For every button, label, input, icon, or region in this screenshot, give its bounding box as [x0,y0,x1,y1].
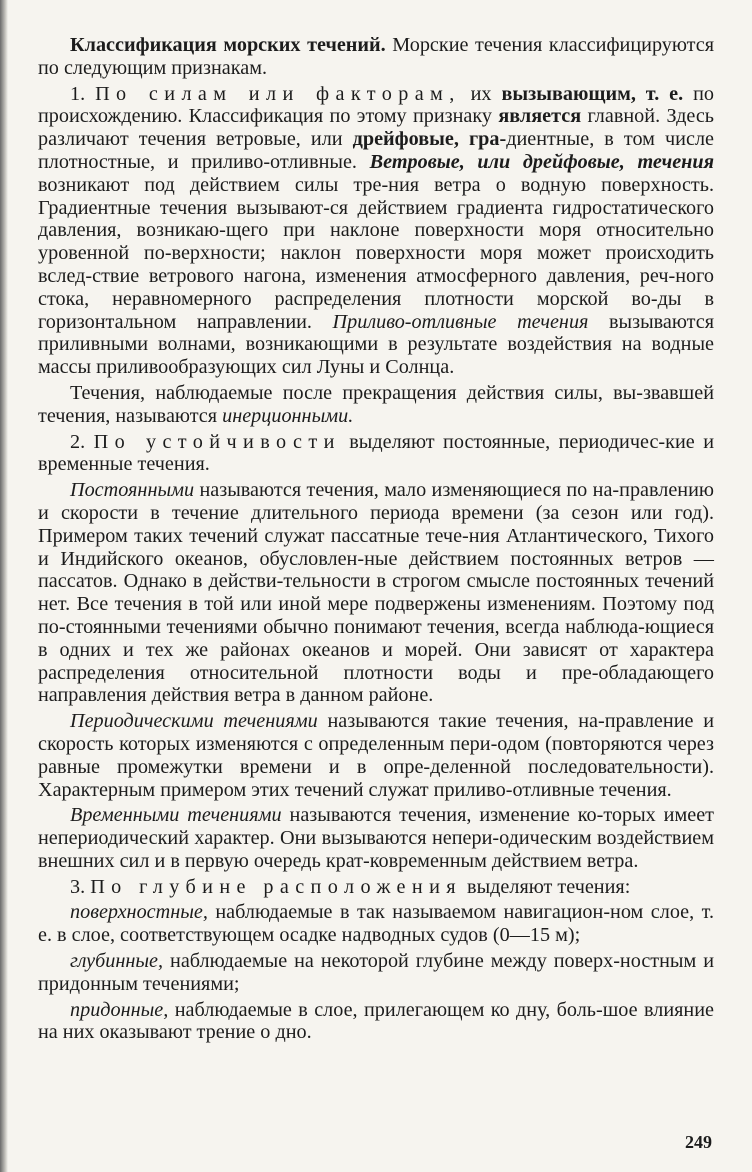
item-number: 2. [70,430,94,453]
bold-text: вызывающим, т. е. [501,82,684,105]
paragraph-surface [38,901,714,947]
spaced-heading: По силам или факторам, [95,82,461,105]
italic-term: глубинные, [70,950,164,973]
text: по происхождению. Классификация по этому признаку [38,82,714,128]
text: выделяют постоянные, периодичес-кие и временные течения. [38,430,714,476]
spaced-heading: По устойчивости [93,430,341,453]
paragraph-intro [38,34,714,80]
italic-term: Постоянными [70,479,195,502]
bold-text: дрейфовые, гра- [352,128,507,151]
text: Течения, наблюдаемые после прекращения действия силы, вы-звавшей течения, называются [38,381,714,427]
text: наблюдаемые в так называемом навигацион-ном слое, т. е. в слое, соответствующем осадке надводных судов (0—15 м); [38,901,714,947]
paragraph-inertial [38,382,714,428]
item-number: 3. [70,875,91,898]
paragraph-by-depth [38,876,714,899]
paragraph-deep [38,950,714,996]
paragraph-by-forces [38,83,714,379]
text: наблюдаемые на некоторой глубине между поверх-ностным и придонным течениями; [38,950,714,995]
text: главной. Здесь различают течения ветровые, или [38,105,714,151]
text: наблюдаемые в слое, прилегающем ко дну, боль-шое влияние на них оказывают трение о дно. [38,998,714,1044]
bold-text: является [498,105,582,128]
text: диентные, в том числе плотностные, и приливо-отливные. [38,128,714,173]
paragraph-bottom [38,999,714,1045]
italic-term: Периодическими течениями [70,710,318,733]
section-title: Классификация морских течений. [70,34,386,56]
item-number: 1. [70,82,96,105]
spaced-heading: По глубине расположения [90,875,462,898]
text: возникают под действием силы тре-ния ветра о водную поверхность. Градиентные течения вызывают-ся действием градиента гидростатического давления, возникаю-щего при наклоне поверхности моря относительно уровенной по-верхности; наклон поверхности моря может происходить вслед-ствие ветрового нагона, изменения атмосферного давления, реч-ного стока, неравномерного распределения плотности морской во-ды в горизонтальном направлении. [38,173,714,333]
paragraph-by-stability [38,431,714,477]
text: вызываются приливными волнами, возникающими в результате воздействия на водные массы приливообразующих сил Луны и Солнца. [38,310,714,379]
text: их [460,82,502,105]
page-text [38,34,714,1047]
text: выделяют течения: [462,875,631,898]
paragraph-periodic [38,710,714,801]
paragraph-temporary [38,804,714,872]
italic-term: инерционными. [222,404,354,427]
page-number: 249 [685,1132,712,1152]
book-spine-shadow [0,0,8,1172]
italic-term: поверхностные, [70,901,208,924]
text: называются такие течения, на-правление и скорость которых изменяются с определенным пери-одом (повторяются через равные промежутки времени и в опре-деленной последовательности). Характерным примером этих течений служат приливо-отливные течения. [38,710,714,801]
text: Морские течения классифицируются по следующим признакам. [38,34,714,79]
paragraph-constant [38,479,714,707]
italic-term: Временными течениями [70,804,282,827]
text: называются течения, мало изменяющиеся по на-правлению и скорости в течение длительного периода времени (за сезон или год). Примером таких течений служат пассатные тече-ния Атлантического, Тихого и Индийского океанов, обусловлен-ные действием постоянных ветров — пассатов. Однако в действи-тельности в строгом смысле постоянных течений нет. Все течения в той или иной мере подвержены изменениям. Поэтому под по-стоянными течениями обычно понимают течения, всегда наблюда-ющиеся в одних и тех же районах океанов и морей. Они зависят от характера распределения относительной плотности воды и пре-обладающего направления действия ветра в данном районе. [38,479,714,707]
italic-term: Приливо-отливные течения [332,310,589,333]
text: называются течения, изменение ко-торых имеет непериодический характер. Они вызываются непери-одическим воздействием внешних сил и в первую очередь крат-ковременным действием ветра. [38,804,714,872]
italic-term: придонные, [70,998,169,1021]
italic-term: Ветровые, или дрейфовые, течения [369,150,714,173]
